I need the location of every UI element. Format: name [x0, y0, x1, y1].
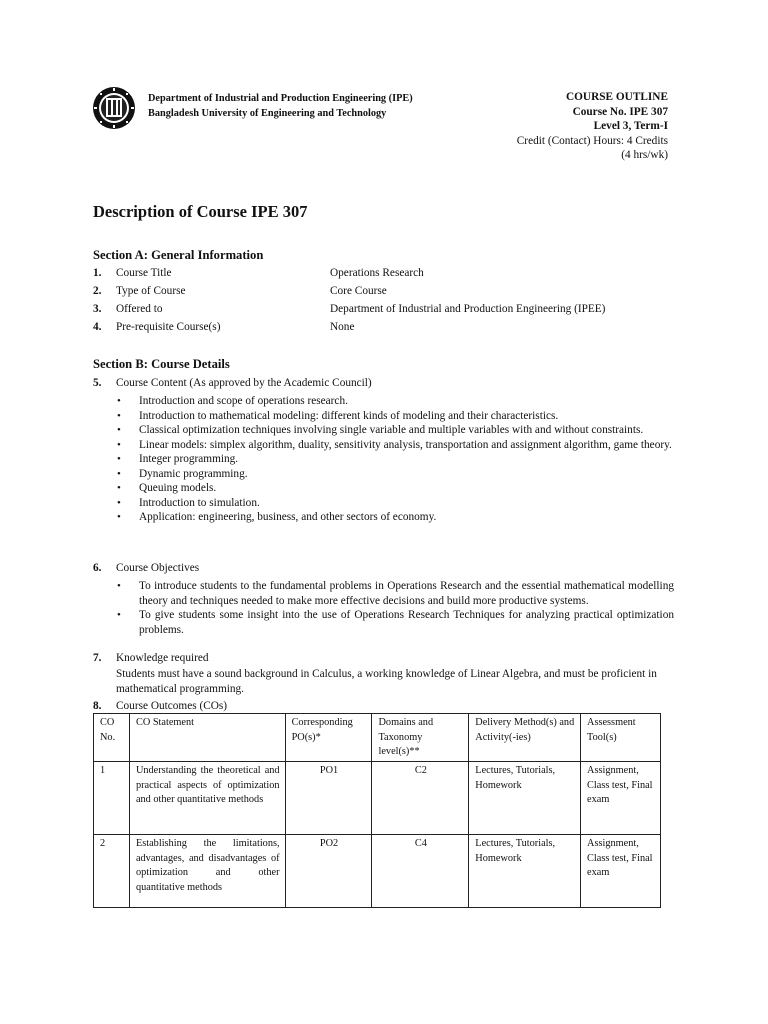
column-header: Assessment Tool(s)	[581, 714, 661, 762]
department-name: Department of Industrial and Production Engineering (IPE)	[148, 93, 413, 104]
list-item: • Application: engineering, business, and other sectors of economy.	[116, 510, 674, 525]
co-statement-cell: Understanding the theoretical and practical aspects of optimization and other quantitative methods	[129, 762, 285, 835]
course-content-list	[116, 394, 674, 525]
row-label: Offered to	[116, 303, 163, 315]
row-value: Department of Industrial and Production Engineering (IPEE)	[330, 303, 606, 315]
course-outcomes-item	[93, 699, 227, 714]
assessment-tool-cell: Assignment, Class test, Final exam	[581, 835, 661, 908]
row-value: None	[330, 321, 355, 333]
row-number: 4.	[93, 321, 102, 333]
item-label: Knowledge required	[116, 652, 209, 664]
co-number-cell: 1	[94, 762, 130, 835]
item-label: Course Outcomes (COs)	[116, 700, 228, 712]
university-logo	[92, 86, 136, 130]
co-statement-cell: Establishing the limitations, advantages, and disadvantages of optimization and other quantitative methods	[129, 835, 285, 908]
co-number-cell: 2	[94, 835, 130, 908]
po-cell: PO2	[285, 835, 372, 908]
row-label: Pre-requisite Course(s)	[116, 321, 221, 333]
level-term: Level 3, Term-I	[593, 120, 668, 132]
course-outcomes-table	[93, 713, 661, 908]
knowledge-required-text: Students must have a sound background in Calculus, a working knowledge of Linear Algebra, and must be proficient in mathematical programming.	[116, 668, 657, 695]
column-header: Corresponding PO(s)*	[285, 714, 372, 762]
assessment-tool-cell: Assignment, Class test, Final exam	[581, 762, 661, 835]
column-header: Delivery Method(s) and Activity(-ies)	[469, 714, 581, 762]
item-number: 6.	[93, 562, 102, 574]
section-a-heading: Section A: General Information	[93, 248, 264, 262]
university-name: Bangladesh University of Engineering and Technology	[148, 108, 387, 119]
column-header: CO Statement	[129, 714, 285, 762]
row-value: Core Course	[330, 285, 387, 297]
row-label: Course Title	[116, 267, 172, 279]
document-title: Description of Course IPE 307	[93, 202, 308, 221]
general-info-row	[93, 266, 424, 284]
item-number: 8.	[93, 700, 102, 712]
table-row	[94, 762, 661, 835]
list-item: • Introduction to simulation.	[116, 496, 674, 511]
list-item: • Queuing models.	[116, 481, 674, 496]
course-content-item	[93, 376, 372, 391]
credit-hours: Credit (Contact) Hours: 4 Credits	[516, 134, 668, 147]
outline-title: COURSE OUTLINE	[565, 91, 668, 103]
row-label: Type of Course	[116, 285, 186, 297]
column-header: Domains and Taxonomy level(s)**	[372, 714, 469, 762]
list-item: • Dynamic programming.	[116, 467, 674, 482]
general-info-row	[93, 320, 354, 338]
row-number: 3.	[93, 303, 102, 315]
list-item: • Linear models: simplex algorithm, duality, sensitivity analysis, transportation and assignment algorithm, game theory.	[116, 438, 674, 453]
taxonomy-cell: C2	[372, 762, 469, 835]
item-label: Course Objectives	[116, 562, 200, 574]
list-item: • Integer programming.	[116, 452, 674, 467]
course-outline-block	[517, 90, 668, 163]
table-header-row	[94, 714, 661, 762]
course-number: Course No. IPE 307	[572, 105, 668, 118]
row-number: 2.	[93, 285, 102, 297]
general-info-row	[93, 284, 387, 302]
list-item: • Introduction and scope of operations research.	[116, 394, 674, 409]
knowledge-required-item	[93, 651, 209, 666]
list-item: • To give students some insight into the use of Operations Research Techniques for analyzing practical optimization problems.	[116, 608, 674, 637]
item-number: 5.	[93, 377, 102, 389]
row-value: Operations Research	[330, 267, 424, 279]
hours-per-week: (4 hrs/wk)	[621, 149, 668, 161]
delivery-method-cell: Lectures, Tutorials, Homework	[469, 762, 581, 835]
item-number: 7.	[93, 652, 102, 664]
table-row	[94, 835, 661, 908]
po-cell: PO1	[285, 762, 372, 835]
course-objectives-item	[93, 561, 199, 576]
course-objectives-list	[116, 579, 674, 637]
department-block	[148, 91, 413, 121]
list-item: • Classical optimization techniques involving single variable and multiple variables with and without constraints.	[116, 423, 674, 438]
delivery-method-cell: Lectures, Tutorials, Homework	[469, 835, 581, 908]
section-b-heading: Section B: Course Details	[93, 357, 230, 371]
general-info-row	[93, 302, 605, 320]
item-label: Course Content (As approved by the Academic Council)	[116, 377, 372, 389]
list-item: • Introduction to mathematical modeling: different kinds of modeling and their characteristics.	[116, 409, 674, 424]
row-number: 1.	[93, 267, 102, 279]
list-item: • To introduce students to the fundamental problems in Operations Research and the essential mathematical modelling theory and techniques needed to make more effective decisions and build more productive systems.	[116, 579, 674, 608]
column-header: CO No.	[94, 714, 130, 762]
taxonomy-cell: C4	[372, 835, 469, 908]
